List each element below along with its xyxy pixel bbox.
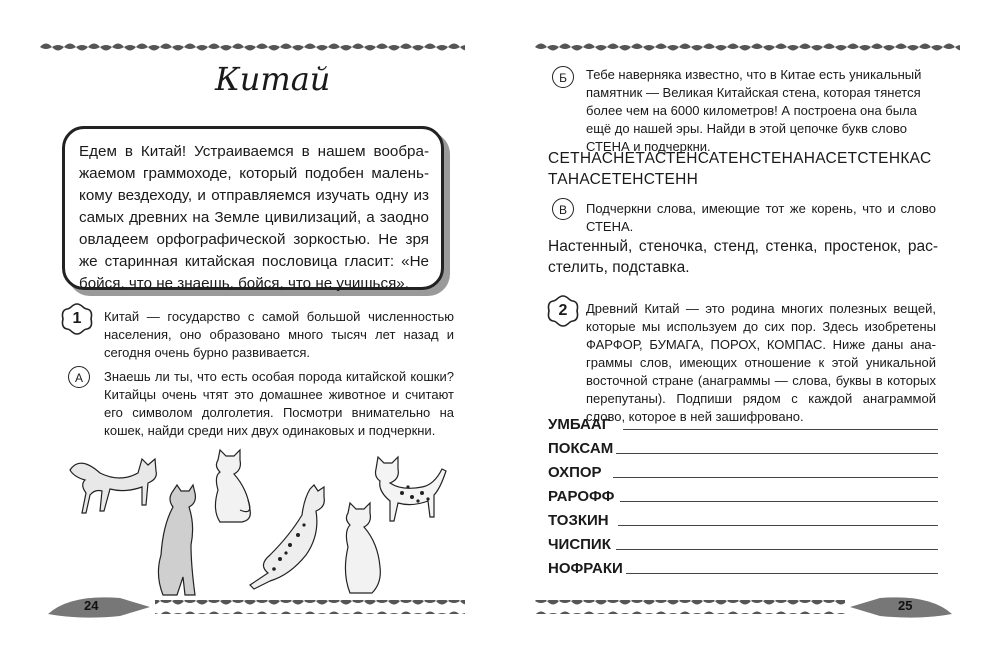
anagram-row[interactable] <box>548 458 938 482</box>
anagram-row[interactable] <box>548 482 938 506</box>
task-2-number: 2 <box>558 302 568 319</box>
intro-text: Едем в Китай! Устраиваемся в нашем воображаемом граммоходе, который подобен маленькому вездеходу, и отправляемся изучать одну из самых древних на Земле цивилизаций, а заодно овладеем орфографической зоркостью. Не зря же старинная китайская пословица гласит: «Не бойся, что не знаешь, бойся, что не учишься». <box>79 143 429 292</box>
letter-chain: СЕТНАСНЕТАСТЕНСАТЕНСТЕНАНАСЕТСТЕНКАСТАНАСЕТЕНСТЕНН <box>548 150 932 188</box>
task-a-text: Знаешь ли ты, что есть особая порода китайской кошки? Китайцы очень чтят это домашнее животное и считают его символом долголетия. Посмотри внимательно на кошек, найди среди них двух одинаковых и подчеркни. <box>104 369 454 438</box>
anagram-row[interactable] <box>548 434 938 458</box>
top-border-right <box>535 40 960 54</box>
answer-line[interactable] <box>613 477 938 478</box>
page-title: Китай <box>215 60 331 98</box>
top-border-left <box>40 40 465 54</box>
answer-line[interactable] <box>623 429 938 430</box>
wave-border-icon <box>40 40 465 54</box>
page-number-left: 24 <box>84 598 99 613</box>
task-2-badge <box>546 294 580 328</box>
cat-5-icon <box>345 503 380 593</box>
anagram-word: НОФРАКИ <box>548 560 623 577</box>
words-list: Настенный, стеночка, стенд, стенка, простенок, расстелить, подставка. <box>548 238 938 276</box>
task-1-badge <box>60 302 94 336</box>
wave-border-icon <box>535 40 960 54</box>
anagram-word: УМБААГ <box>548 416 611 433</box>
answer-line[interactable] <box>616 549 938 550</box>
page-number-tab-right <box>535 594 960 620</box>
anagram-row[interactable] <box>548 506 938 530</box>
task-b-text: Тебе наверняка известно, что в Китае есть уникальный памятник — Великая Китайская стена, которая тянется более чем на 6000 километров! А построена она была ещё до нашей эры. Найди в этой цепочке букв слово СТЕНА и подчеркни. <box>586 67 922 154</box>
task-1-text: Китай — государство с самой большой численностью населения, оно образовано много тысяч лет назад и сегодня очень бурно развивается. <box>104 309 454 360</box>
answer-line[interactable] <box>620 501 938 502</box>
answer-line[interactable] <box>626 573 938 574</box>
task-v-badge: В <box>552 198 574 220</box>
cat-1-icon <box>70 459 156 513</box>
task-b-badge: Б <box>552 66 574 88</box>
cat-2-icon <box>158 485 195 595</box>
anagram-row[interactable] <box>548 554 938 578</box>
cat-4-icon <box>250 485 324 589</box>
cats-illustration <box>60 445 460 600</box>
answer-line[interactable] <box>618 525 938 526</box>
anagram-word: РАРОФФ <box>548 488 615 505</box>
page-number-tab-left <box>40 594 465 620</box>
task-2-text: Древний Китай — это родина многих полезных вещей, которые мы используем до сих пор. Здесь изобретены ФАРФОР, БУМАГА, ПОРОХ, КОМПАС. Ниже даны анаграммы слов, имеющих отношение к этой уникальной восточной стране (анаграммы — слова, буквы в которых перепутаны). Подпиши рядом с каждой анаграммой слово, которое в ней зашифровано. <box>586 301 936 424</box>
anagram-word: ОХПОР <box>548 464 602 481</box>
anagram-word: ПОКСАМ <box>548 440 614 457</box>
anagram-row[interactable] <box>548 410 938 434</box>
task-1-number: 1 <box>72 310 82 327</box>
answer-line[interactable] <box>616 453 938 454</box>
task-a-badge: А <box>68 366 90 388</box>
cat-6-icon <box>376 457 447 521</box>
cat-3-icon <box>215 450 250 522</box>
anagram-word: ЧИСПИК <box>548 536 611 553</box>
intro-box <box>62 126 444 290</box>
page-number-right: 25 <box>898 598 913 613</box>
task-v-text: Подчеркни слова, имеющие тот же корень, что и слово СТЕНА. <box>586 201 936 234</box>
anagram-word: ТОЗКИН <box>548 512 609 529</box>
anagram-row[interactable] <box>548 530 938 554</box>
